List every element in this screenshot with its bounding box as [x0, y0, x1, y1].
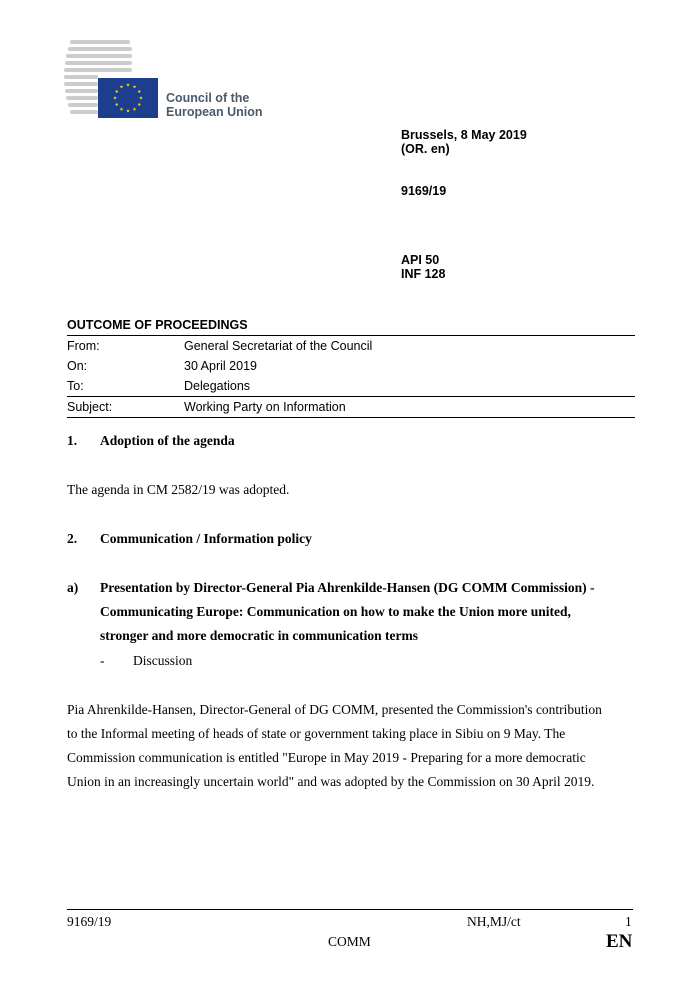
section-1-heading [67, 429, 627, 453]
body-paragraph [67, 698, 642, 794]
meta-label: Subject: [67, 400, 113, 414]
date-line: Brussels, 8 May 2019 [401, 128, 527, 142]
footer-doc-number: 9169/19 [67, 914, 112, 929]
section-2-heading [67, 527, 627, 551]
section-number: 1. [67, 433, 78, 448]
subsection-title-line: stronger and more democratic in communication terms [100, 628, 418, 643]
meta-value: Delegations [184, 379, 251, 393]
meta-value: 30 April 2019 [184, 359, 257, 373]
meta-label: To: [67, 379, 84, 393]
meta-row-subject [67, 397, 635, 417]
code-line1: API 50 [401, 253, 440, 267]
section-title: Adoption of the agenda [100, 433, 235, 448]
paragraph-line: Union in an increasingly uncertain world" and was adopted by the Commission on 30 April 2019. [67, 774, 595, 789]
code-line2: INF 128 [401, 267, 446, 281]
subsection-number: a) [67, 580, 79, 595]
meta-value: Working Party on Information [184, 400, 346, 414]
subsection-a-heading [67, 576, 637, 648]
doc-number: 9169/19 [401, 184, 447, 198]
discussion-item [100, 649, 193, 673]
list-dash: - [100, 653, 105, 668]
meta-row-to [67, 376, 635, 396]
organization-name [166, 91, 263, 119]
table-bottom-rule [67, 417, 635, 418]
date-block [401, 128, 527, 156]
meta-label: On: [67, 359, 88, 373]
paragraph-line: Commission communication is entitled "Europe in May 2019 - Preparing for a more democratic [67, 750, 586, 765]
footer-page-number: 1 [625, 914, 632, 929]
subsection-title-line: Presentation by Director-General Pia Ahrenkilde-Hansen (DG COMM Commission) - [100, 580, 595, 595]
section-number: 2. [67, 531, 78, 546]
meta-label: From: [67, 339, 100, 353]
footer-initials: NH,MJ/ct [467, 914, 521, 929]
section-title: Communication / Information policy [100, 531, 312, 546]
footer-rule [67, 909, 633, 910]
section-1-text: The agenda in CM 2582/19 was adopted. [67, 482, 290, 497]
footer-language: EN [606, 931, 633, 952]
origin-line: (OR. en) [401, 142, 450, 156]
code-block [401, 253, 445, 281]
subsection-title-line: Communicating Europe: Communication on how to make the Union more united, [100, 604, 571, 619]
list-item-text: Discussion [133, 653, 193, 668]
org-name-line1: Council of the [166, 91, 250, 105]
paragraph-line: to the Informal meeting of heads of state or government taking place in Sibiu on 9 May. The [67, 726, 566, 741]
meta-row-from [67, 336, 635, 356]
footer-department: COMM [328, 934, 371, 949]
outcome-title: OUTCOME OF PROCEEDINGS [67, 318, 248, 332]
meta-row-on [67, 356, 635, 376]
paragraph-line: Pia Ahrenkilde-Hansen, Director-General of DG COMM, presented the Commission's contribution [67, 702, 602, 717]
council-logo [64, 38, 164, 120]
org-name-line2: European Union [166, 105, 263, 119]
meta-value: General Secretariat of the Council [184, 339, 373, 353]
